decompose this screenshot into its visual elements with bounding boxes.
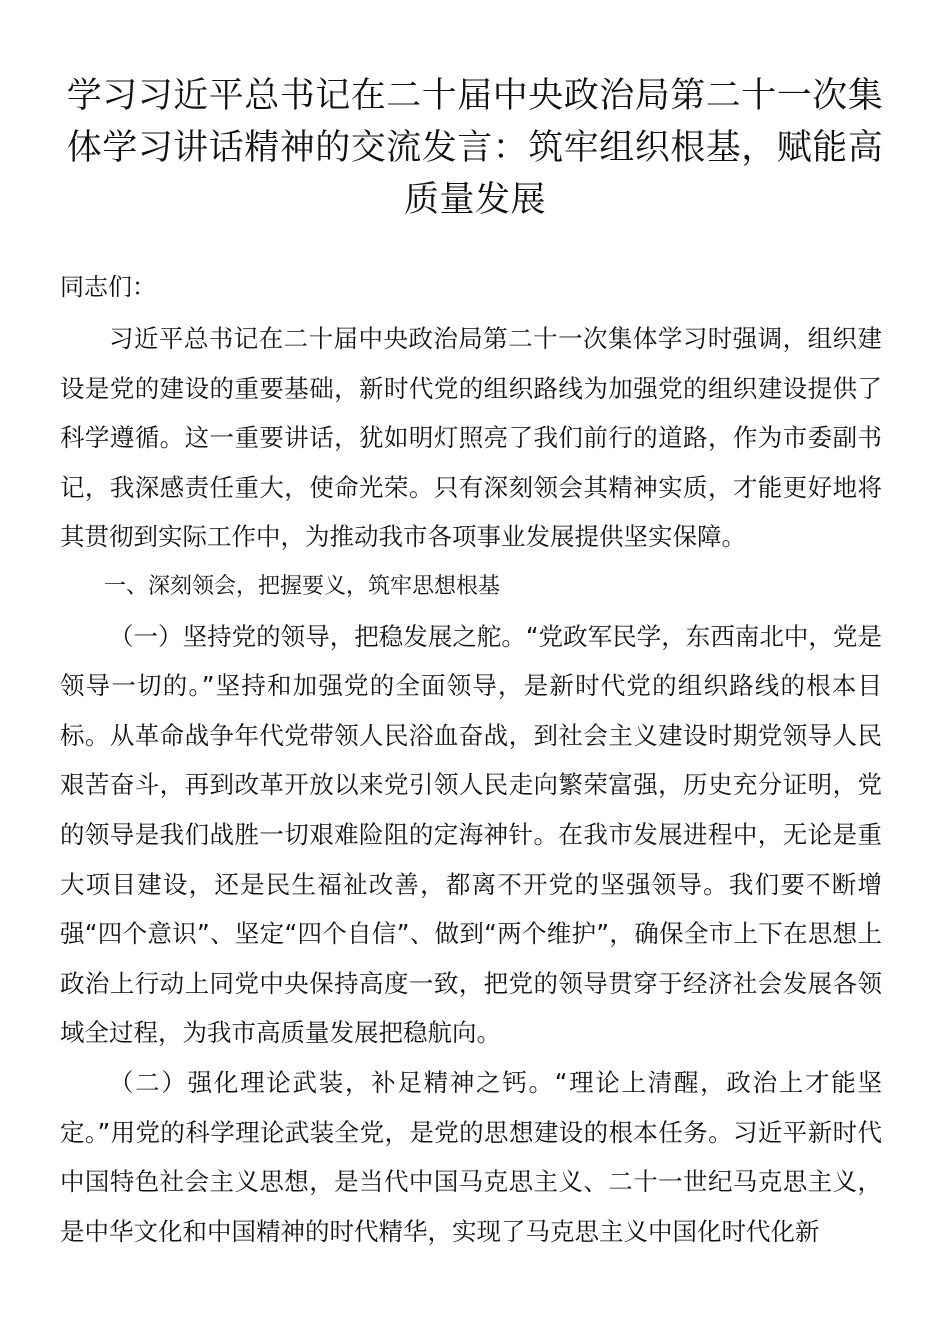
section-heading-1: 一、深刻领会，把握要义，筑牢思想根基 xyxy=(104,573,501,599)
paragraph-point-2: （二）强化理论武装，补足精神之钙。“理论上清醒，政治上才能坚定。”用党的科学理论武装全党，是党的思想建设的根本任务。习近平新时代中国特色社会主义思想，是当代中国马克思主义、二十一世纪马克思主义，是中华文化和中国精神的时代精华，实现了马克思主义中国化时代化新 xyxy=(60,1067,882,1246)
document-body xyxy=(60,314,882,1256)
salutation: 同志们： xyxy=(60,273,156,301)
paragraph-point-1: （一）坚持党的领导，把稳发展之舵。“党政军民学，东西南北中，党是领导一切的。”坚持和加强党的全面领导，是新时代党的组织路线的根本目标。从革命战争年代党带领人民浴血奋战，到社会主义建设时期党领导人民艰苦奋斗，再到改革开放以来党引领人民走向繁荣富强，历史充分证明，党的领导是我们战胜一切艰难险阻的定海神针。在我市发展进程中，无论是重大项目建设，还是民生福祉改善，都离不开党的坚强领导。我们要不断增强“四个意识”、坚定“四个自信”、做到“两个维护”，确保全市上下在思想上政治上行动上同党中央保持高度一致，把党的领导贯穿于经济社会发展各领域全过程，为我市高质量发展把稳航向。 xyxy=(60,621,882,1048)
document-title: 学习习近平总书记在二十届中央政治局第二十一次集体学习讲话精神的交流发言：筑牢组织根基，赋能高质量发展 xyxy=(66,76,884,220)
paragraph-intro: 习近平总书记在二十届中央政治局第二十一次集体学习时强调，组织建设是党的建设的重要基础，新时代党的组织路线为加强党的组织建设提供了科学遵循。这一重要讲话，犹如明灯照亮了我们前行的道路，作为市委副书记，我深感责任重大，使命光荣。只有深刻领会其精神实质，才能更好地将其贯彻到实际工作中，为推动我市各项事业发展提供坚实保障。 xyxy=(60,324,882,552)
